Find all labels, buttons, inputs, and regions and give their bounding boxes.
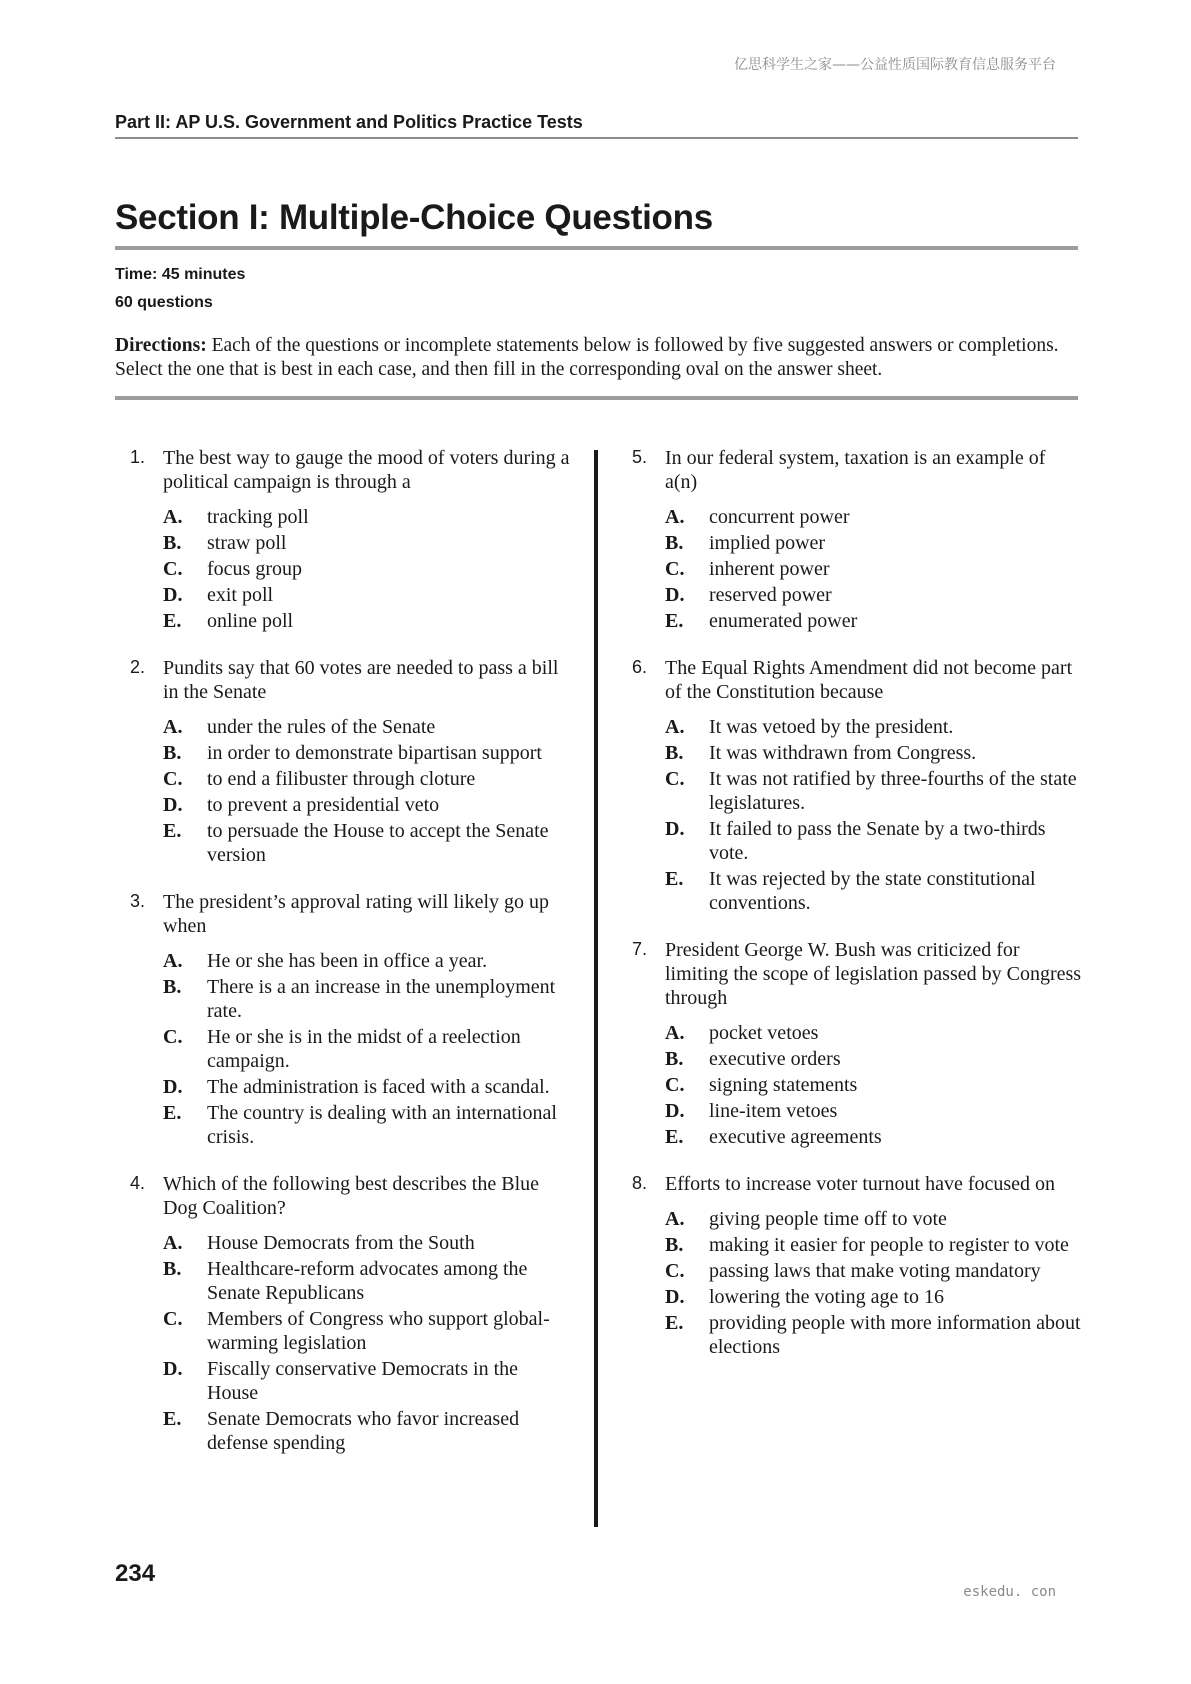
answer-option bbox=[665, 1311, 1082, 1359]
option-text: making it easier for people to register to vote bbox=[709, 1234, 1069, 1256]
answer-option bbox=[665, 1285, 1082, 1309]
option-letter: E. bbox=[665, 610, 684, 632]
running-header: Part II: AP U.S. Government and Politics Practice Tests bbox=[115, 112, 1078, 139]
option-letter: D. bbox=[665, 818, 685, 840]
option-text: tracking poll bbox=[207, 506, 309, 528]
answer-options bbox=[163, 715, 570, 867]
option-letter: B. bbox=[163, 1258, 182, 1280]
directions-label: Directions: bbox=[115, 335, 207, 356]
time-line: Time: 45 minutes bbox=[115, 266, 246, 283]
option-letter: B. bbox=[665, 532, 684, 554]
option-letter: C. bbox=[665, 768, 685, 790]
option-text: House Democrats from the South bbox=[207, 1232, 475, 1254]
option-text: It failed to pass the Senate by a two-thirds vote. bbox=[709, 818, 1046, 864]
option-text: pocket vetoes bbox=[709, 1022, 819, 1044]
answer-options bbox=[163, 505, 570, 633]
answer-option bbox=[665, 767, 1082, 815]
question bbox=[632, 938, 1082, 1149]
option-text: lowering the voting age to 16 bbox=[709, 1286, 944, 1308]
question-number: 8. bbox=[632, 1173, 648, 1193]
option-letter: C. bbox=[163, 1308, 183, 1330]
question bbox=[130, 890, 570, 1149]
option-text: executive agreements bbox=[709, 1126, 882, 1148]
option-text: Fiscally conservative Democrats in the House bbox=[207, 1358, 519, 1404]
option-letter: B. bbox=[665, 1048, 684, 1070]
option-text: It was rejected by the state constitutional conventions. bbox=[709, 868, 1036, 914]
option-text: concurrent power bbox=[709, 506, 850, 528]
answer-option bbox=[163, 1307, 570, 1355]
answer-option bbox=[665, 1021, 1082, 1045]
answer-option bbox=[665, 1233, 1082, 1257]
answer-option bbox=[665, 557, 1082, 581]
answer-option bbox=[163, 793, 570, 817]
question-stem: Which of the following best describes the Blue Dog Coalition? bbox=[163, 1173, 540, 1219]
option-letter: D. bbox=[163, 1358, 183, 1380]
option-letter: A. bbox=[163, 1232, 183, 1254]
answer-option bbox=[163, 975, 570, 1023]
option-letter: E. bbox=[665, 1126, 684, 1148]
option-letter: E. bbox=[665, 1312, 684, 1334]
answer-option bbox=[665, 531, 1082, 555]
option-letter: A. bbox=[163, 716, 183, 738]
answer-option bbox=[163, 819, 570, 867]
answer-option bbox=[665, 1099, 1082, 1123]
answer-option bbox=[163, 1075, 570, 1099]
question-number: 3. bbox=[130, 891, 146, 911]
section-title: Section I: Multiple-Choice Questions bbox=[115, 198, 1078, 250]
answer-option bbox=[163, 505, 570, 529]
answer-option bbox=[665, 1047, 1082, 1071]
question bbox=[130, 656, 570, 867]
option-text: It was vetoed by the president. bbox=[709, 716, 954, 738]
option-text: He or she is in the midst of a reelection campaign. bbox=[207, 1026, 521, 1072]
option-letter: E. bbox=[163, 820, 182, 842]
question-number: 1. bbox=[130, 447, 146, 467]
question bbox=[130, 446, 570, 633]
option-letter: B. bbox=[665, 1234, 684, 1256]
question-stem: The best way to gauge the mood of voters during a political campaign is through a bbox=[163, 447, 570, 493]
option-text: inherent power bbox=[709, 558, 830, 580]
option-letter: E. bbox=[163, 610, 182, 632]
option-text: to prevent a presidential veto bbox=[207, 794, 440, 816]
watermark-top: 亿思科学生之家——公益性质国际教育信息服务平台 bbox=[734, 57, 1056, 73]
option-text: passing laws that make voting mandatory bbox=[709, 1260, 1041, 1282]
option-letter: C. bbox=[665, 1074, 685, 1096]
question-stem: The president’s approval rating will likely go up when bbox=[163, 891, 550, 937]
question-number: 5. bbox=[632, 447, 648, 467]
answer-option bbox=[163, 1101, 570, 1149]
answer-options bbox=[665, 1207, 1082, 1359]
option-letter: D. bbox=[665, 584, 685, 606]
question-count-line: 60 questions bbox=[115, 294, 213, 311]
option-text: executive orders bbox=[709, 1048, 841, 1070]
option-text: line-item vetoes bbox=[709, 1100, 838, 1122]
option-letter: A. bbox=[665, 1022, 685, 1044]
option-text: providing people with more information about elections bbox=[709, 1312, 1081, 1358]
question-stem: The Equal Rights Amendment did not become part of the Constitution because bbox=[665, 657, 1073, 703]
option-text: The country is dealing with an international crisis. bbox=[207, 1102, 557, 1148]
answer-options bbox=[665, 505, 1082, 633]
option-text: online poll bbox=[207, 610, 294, 632]
option-text: giving people time off to vote bbox=[709, 1208, 947, 1230]
directions bbox=[115, 334, 1078, 400]
option-text: to end a filibuster through cloture bbox=[207, 768, 476, 790]
option-text: under the rules of the Senate bbox=[207, 716, 436, 738]
option-text: implied power bbox=[709, 532, 826, 554]
option-text: focus group bbox=[207, 558, 302, 580]
option-letter: C. bbox=[163, 1026, 183, 1048]
option-letter: A. bbox=[665, 716, 685, 738]
answer-option bbox=[665, 1259, 1082, 1283]
option-text: signing statements bbox=[709, 1074, 858, 1096]
answer-option bbox=[163, 531, 570, 555]
option-letter: C. bbox=[163, 768, 183, 790]
option-text: in order to demonstrate bipartisan support bbox=[207, 742, 542, 764]
answer-option bbox=[163, 1357, 570, 1405]
option-letter: A. bbox=[163, 950, 183, 972]
answer-option bbox=[665, 715, 1082, 739]
question-number: 2. bbox=[130, 657, 146, 677]
option-letter: B. bbox=[163, 976, 182, 998]
option-letter: E. bbox=[163, 1408, 182, 1430]
question bbox=[632, 656, 1082, 915]
option-text: Members of Congress who support global-warming legislation bbox=[207, 1308, 550, 1354]
answer-option bbox=[665, 867, 1082, 915]
option-letter: A. bbox=[665, 1208, 685, 1230]
answer-option bbox=[163, 949, 570, 973]
answer-option bbox=[665, 505, 1082, 529]
question-stem: Pundits say that 60 votes are needed to pass a bill in the Senate bbox=[163, 657, 559, 703]
option-letter: D. bbox=[665, 1100, 685, 1122]
answer-option bbox=[163, 1407, 570, 1455]
question-number: 6. bbox=[632, 657, 648, 677]
option-text: straw poll bbox=[207, 532, 287, 554]
option-letter: E. bbox=[665, 868, 684, 890]
option-letter: C. bbox=[665, 1260, 685, 1282]
answer-option bbox=[163, 741, 570, 765]
option-text: He or she has been in office a year. bbox=[207, 950, 488, 972]
answer-option bbox=[665, 1207, 1082, 1231]
option-text: There is a an increase in the unemployment rate. bbox=[207, 976, 556, 1022]
answer-option bbox=[665, 817, 1082, 865]
answer-option bbox=[163, 767, 570, 791]
option-text: Healthcare-reform advocates among the Senate Republicans bbox=[207, 1258, 528, 1304]
questions-column-right bbox=[632, 446, 1082, 1382]
option-letter: D. bbox=[163, 1076, 183, 1098]
answer-option bbox=[665, 1073, 1082, 1097]
option-text: reserved power bbox=[709, 584, 832, 606]
option-text: The administration is faced with a scandal. bbox=[207, 1076, 550, 1098]
answer-option bbox=[163, 609, 570, 633]
answer-option bbox=[163, 583, 570, 607]
question-stem: President George W. Bush was criticized for limiting the scope of legislation passed by Congress through bbox=[665, 939, 1082, 1009]
question-number: 7. bbox=[632, 939, 648, 959]
option-letter: A. bbox=[665, 506, 685, 528]
option-letter: B. bbox=[665, 742, 684, 764]
option-letter: C. bbox=[665, 558, 685, 580]
watermark-bottom: eskedu. con bbox=[963, 1584, 1056, 1600]
question-number: 4. bbox=[130, 1173, 146, 1193]
option-letter: B. bbox=[163, 742, 182, 764]
option-letter: B. bbox=[163, 532, 182, 554]
answer-option bbox=[665, 1125, 1082, 1149]
option-letter: D. bbox=[163, 794, 183, 816]
answer-option bbox=[163, 715, 570, 739]
answer-options bbox=[163, 949, 570, 1149]
option-letter: A. bbox=[163, 506, 183, 528]
answer-option bbox=[163, 1257, 570, 1305]
answer-options bbox=[665, 1021, 1082, 1149]
option-letter: C. bbox=[163, 558, 183, 580]
answer-option bbox=[163, 1231, 570, 1255]
option-text: exit poll bbox=[207, 584, 274, 606]
option-text: It was withdrawn from Congress. bbox=[709, 742, 977, 764]
answer-options bbox=[163, 1231, 570, 1455]
option-text: It was not ratified by three-fourths of the state legislatures. bbox=[709, 768, 1077, 814]
question bbox=[130, 1172, 570, 1455]
option-text: to persuade the House to accept the Senate version bbox=[207, 820, 549, 866]
option-text: enumerated power bbox=[709, 610, 858, 632]
answer-option bbox=[665, 583, 1082, 607]
option-text: Senate Democrats who favor increased defense spending bbox=[207, 1408, 520, 1454]
question bbox=[632, 1172, 1082, 1359]
questions-column-left bbox=[130, 446, 570, 1478]
option-letter: E. bbox=[163, 1102, 182, 1124]
answer-option bbox=[163, 557, 570, 581]
question bbox=[632, 446, 1082, 633]
answer-option bbox=[665, 609, 1082, 633]
option-letter: D. bbox=[665, 1286, 685, 1308]
page-number: 234 bbox=[115, 1560, 156, 1587]
question-stem: In our federal system, taxation is an example of a(n) bbox=[665, 447, 1046, 493]
directions-text: Each of the questions or incomplete statements below is followed by five suggested answers or completions. Select the one that is best in each case, and then fill in the corresponding oval on the answer sheet. bbox=[115, 335, 1059, 380]
column-divider bbox=[594, 450, 598, 1527]
answer-option bbox=[163, 1025, 570, 1073]
option-letter: D. bbox=[163, 584, 183, 606]
question-stem: Efforts to increase voter turnout have focused on bbox=[665, 1173, 1056, 1195]
answer-options bbox=[665, 715, 1082, 915]
answer-option bbox=[665, 741, 1082, 765]
